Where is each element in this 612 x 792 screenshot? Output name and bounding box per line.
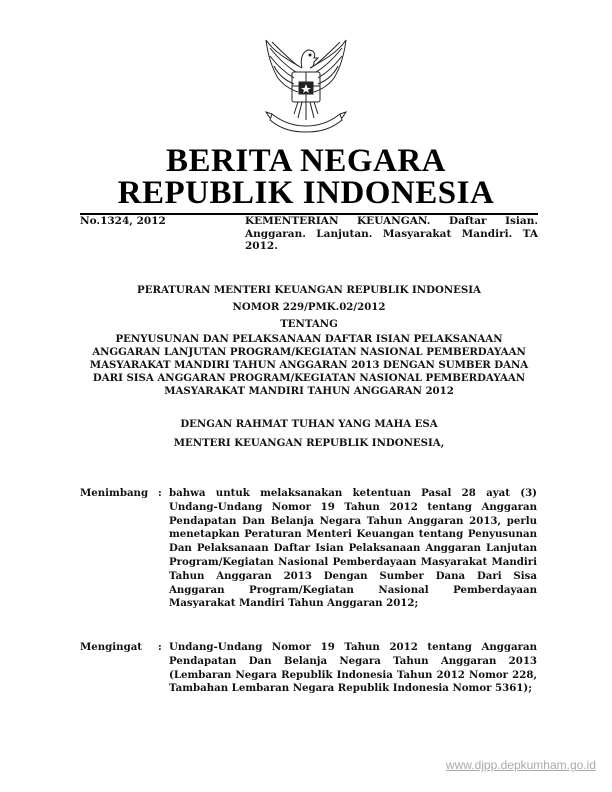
clause-text: bahwa untuk melaksanakan ketentuan Pasal 28 ayat (3) Undang-Undang Nomor 19 Tahun 2012 tentang Anggaran Pendapatan Dan Belanja Negara Tahun Anggaran 2013, perlu menetapkan Peraturan Menteri Keuangan tentang Penyusunan Dan Pelaksanaan Daftar Isian Pelaksanaan Anggaran Lanjutan Program/Kegiatan Nasional Pemberdayaan Masyarakat Mandiri Tahun Anggaran 2013 Dengan Sumber Dana Dari Sisa Anggaran Program/Kegiatan Nasional Pemberdayaan Masyarakat Mandiri Tahun Anggaran 2012; — [169, 487, 537, 610]
clause-label: Menimbang — [80, 487, 149, 499]
issue-number: No.1324, 2012 — [80, 215, 166, 227]
clause-label: Mengingat — [80, 641, 142, 653]
regulation-title-line: PENYUSUNAN DAN PELAKSANAAN DAFTAR ISIAN PELAKSANAAN — [115, 333, 503, 345]
clause-text: Undang-Undang Nomor 19 Tahun 2012 tentang Anggaran Pendapatan Dan Belanja Negara Tahun Anggaran 2013 (Lembaran Negara Republik Indonesia Tahun 2012 Nomor 228, Tambahan Lembaran Negara Republik Indonesia Nomor 5361); — [169, 641, 537, 695]
clause-separator: : — [158, 641, 162, 653]
clause-separator: : — [158, 487, 162, 499]
invocation: DENGAN RAHMAT TUHAN YANG MAHA ESA — [180, 418, 438, 430]
footer-website-link[interactable]: www.djpp.depkumham.go.id — [445, 758, 596, 772]
regulation-title-line: DARI SISA ANGGARAN PROGRAM/KEGIATAN NASIONAL PEMBERDAYAAN — [92, 372, 526, 384]
regulation-about: TENTANG — [280, 318, 338, 330]
issue-subject: KEMENTERIAN KEUANGAN. Daftar Isian. Anggaran. Lanjutan. Masyarakat Mandiri. TA 2012. — [245, 215, 538, 252]
garuda-pancasila-emblem-icon — [258, 38, 354, 138]
masthead-title-line1: BERITA NEGARA — [165, 143, 447, 179]
regulation-title-line: MASYARAKAT MANDIRI TAHUN ANGGARAN 2013 DENGAN SUMBER DANA — [89, 359, 529, 371]
issuer: MENTERI KEUANGAN REPUBLIK INDONESIA, — [173, 437, 445, 449]
regulation-title-line: ANGGARAN LANJUTAN PROGRAM/KEGIATAN NASIONAL PEMBERDAYAAN — [92, 346, 526, 358]
regulation-number: NOMOR 229/PMK.02/2012 — [232, 301, 386, 313]
regulation-title — [80, 333, 538, 398]
masthead-title-line2: REPUBLIK INDONESIA — [117, 175, 495, 211]
regulation-title-line: MASYARAKAT MANDIRI TAHUN ANGGARAN 2012 — [164, 385, 454, 397]
regulation-heading: PERATURAN MENTERI KEUANGAN REPUBLIK INDONESIA — [137, 284, 481, 296]
